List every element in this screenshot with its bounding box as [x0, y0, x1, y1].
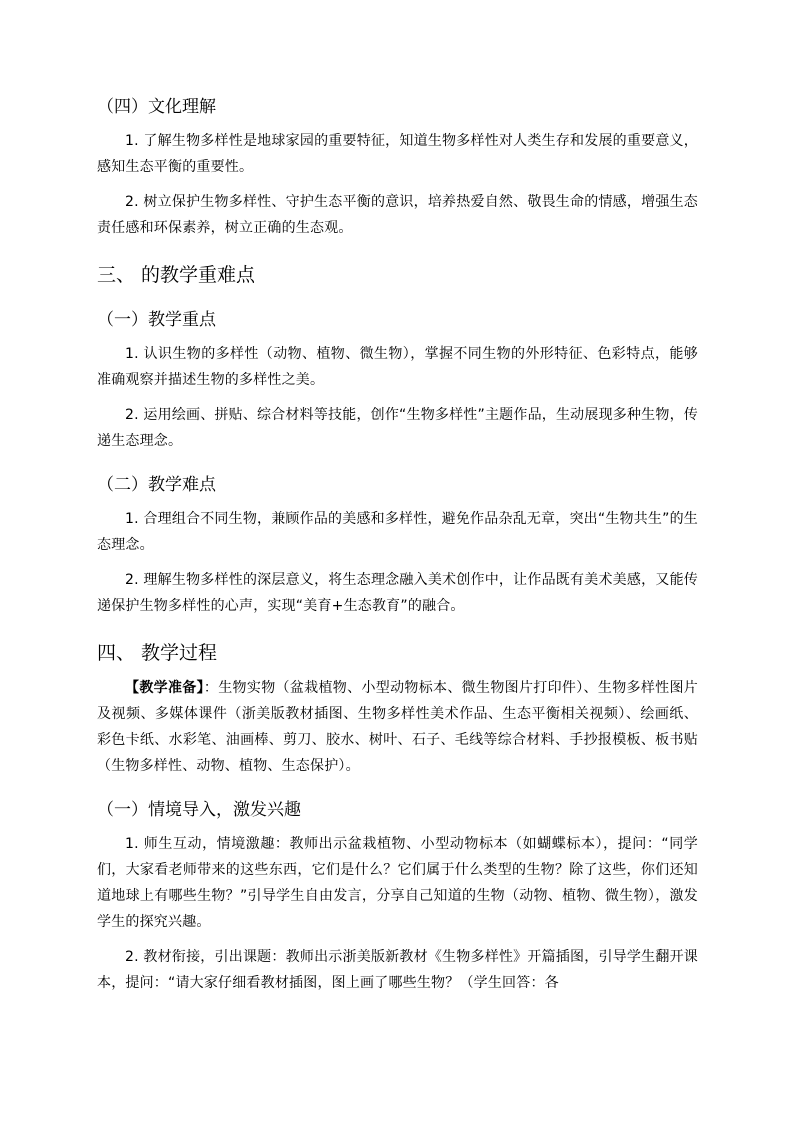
section-4-heading: 四、 教学过程	[97, 642, 218, 664]
culture-heading: （四）文化理解	[97, 97, 216, 117]
section-3-heading: 三、 的教学重难点	[97, 264, 256, 286]
difficult-points-heading: （二）教学难点	[97, 475, 216, 495]
key-points-paragraph-2: 2. 运用绘画、拼贴、综合材料等技能，创作“生物多样性”主题作品，生动展现多种生物，传递生态理念。	[97, 407, 698, 449]
teaching-prep-text: ：生物实物（盆栽植物、小型动物标本、微生物图片打印件）、生物多样性图片及视频、多媒体课件（浙美版教材插图、生物多样性美术作品、生态平衡相关视频）、绘画纸、彩色卡纸、水彩笔、油画棒、剪刀、胶水、树叶、石子、毛线等综合材料、手抄报模板、板书贴（生物多样性、动物、植物、生态保护）。	[97, 680, 698, 774]
key-points-paragraph-1: 1. 认识生物的多样性（动物、植物、微生物），掌握不同生物的外形特征、色彩特点，能够准确观察并描述生物的多样性之美。	[97, 346, 698, 388]
teaching-prep-paragraph	[97, 675, 698, 779]
intro-paragraph-1: 1. 师生互动，情境激趣：教师出示盆栽植物、小型动物标本（如蝴蝶标本），提问：“同学们，大家看老师带来的这些东西，它们是什么？它们属于什么类型的生物？除了这些，你们还知道地球上有哪些生物？”引导学生自由发言，分享自己知道的生物（动物、植物、微生物），激发学生的探究兴趣。	[97, 836, 698, 930]
teaching-prep-label: 【教学准备】	[125, 680, 204, 696]
culture-paragraph-2: 2. 树立保护生物多样性、守护生态平衡的意识，培养热爱自然、敬畏生命的情感，增强生态责任感和环保素养，树立正确的生态观。	[97, 194, 698, 236]
intro-heading: （一）情境导入，激发兴趣	[97, 800, 301, 820]
culture-paragraph-1: 1. 了解生物多样性是地球家园的重要特征，知道生物多样性对人类生存和发展的重要意义，感知生态平衡的重要性。	[97, 133, 698, 175]
difficult-points-paragraph-2: 2. 理解生物多样性的深层意义，将生态理念融入美术创作中，让作品既有美术美感，又能传递保护生物多样性的心声，实现“美育+生态教育”的融合。	[97, 572, 698, 614]
intro-paragraph-2: 2. 教材衔接，引出课题：教师出示浙美版新教材《生物多样性》开篇插图，引导学生翻开课本，提问：“请大家仔细看教材插图，图上画了哪些生物？（学生回答：各	[97, 949, 698, 991]
difficult-points-paragraph-1: 1. 合理组合不同生物，兼顾作品的美感和多样性，避免作品杂乱无章，突出“生物共生”的生态理念。	[97, 511, 698, 553]
key-points-heading: （一）教学重点	[97, 310, 216, 330]
